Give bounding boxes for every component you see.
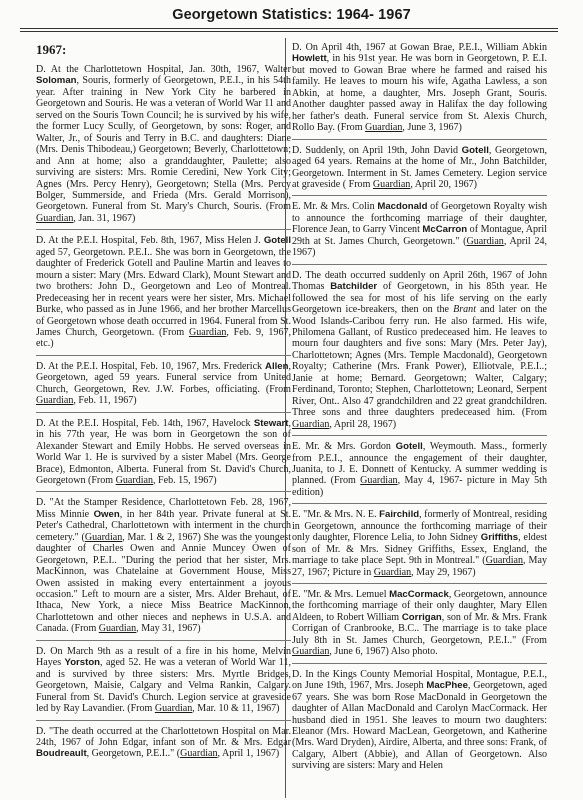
entry-text: D. In the Kings County Memorial Hospital, Montague, P.E.I., on June 19th, 1967, Mrs. Joseph [292,668,547,692]
statistics-entry [36,355,291,412]
entry-text: D. At the P.E.I. Hospital, Feb. 8th, 1967, Miss Helen J. [36,235,264,247]
statistics-entry [292,139,547,196]
entry-text: , May 4, 1967- picture in May 5th edition) [292,475,547,498]
entry-text: D. At the P.E.I. Hospital, Feb. 14th, 1967, Havelock [36,417,254,429]
entry-text: , Mar. 10 & 11, 1967) [192,703,280,715]
source-name: Guardian [292,418,330,430]
surname: Gotell [395,441,423,453]
entry-text: E. Mr. & Mrs. Colin [292,201,378,213]
entry-text: E. "Mr. & Mrs. N. E. [292,509,380,521]
entry-text: D. At the P.E.I. Hospital, Feb. 10, 1967, Mrs. Frederick [36,360,266,372]
source-name: Guardian [115,474,154,486]
entry-text: , Jan. 31, 1967) [73,212,136,224]
surname: Gotell [461,144,489,156]
entry-text: , Georgetown, aged 64 years. Remains at the home of Mr., John Batchilder, Georgetown. Interment in St. James Cemetery. Legion service at graveside ( From [292,144,548,190]
surname: MacPhee [426,680,468,692]
entry-text: aged 57, Georgetown. P.E.I.. She was born in Georgetown, the daughter of Frederick Gotell and Pauline Martin and leaves to mourn a sister: Mary (Mrs. Edward Clark), Mount Stewart and two brothers: John D., Georgetown and Leo of Montreal. Predeceasing her in recent years were her sister, Mrs. Michael Burke, who passed as in June 1966, and her brother Marcellus of Georgetown whose death occurred in 1964. Funeral from St. James Church, Georgetown. (From [36,246,291,338]
year-heading: 1967: [36,42,67,57]
surname: Griffiths [480,532,519,544]
statistics-entry [292,435,547,503]
source-name: Guardian [365,122,403,134]
surname: MacCormack [389,589,449,601]
entry-text: D. "At the Stamper Residence, Charlottetown Feb. 28, 1967, Miss Minnie [36,497,291,520]
entry-text: , eldest son of Mr. & Mrs. Sidney Griffiths, Essex, England, the marriage to take place Sept. 9th in Montreal." ( [292,532,547,567]
entry-text: , Weymouth. Mass., formerly from P.E.I., announce the engagement of their daughter, Juanita, to J. E. Donnett of Kentucky. A summer wedding is planned. (From [292,441,547,487]
source-name: Guardian [485,555,523,567]
source-name: Guardian [154,703,193,715]
statistics-entry [36,64,291,229]
statistics-entry [36,229,291,355]
surname: Gotell [263,235,291,247]
statistics-entry [292,264,547,435]
source-name: Guardian [466,235,504,247]
surname: McCarron [422,224,468,236]
entry-text: D. Suddenly, on April 19th, John David [292,144,462,156]
entry-text: , June 6, 1967) Also photo. [329,646,438,658]
entry-text: , formerly of Montreal, residing in Georgetown, announce the forthcoming marriage of their only daughter, Florence Lelia, to John Sidney [292,509,547,544]
source-name: Guardian [180,748,218,760]
source-name: Guardian [372,178,411,190]
source-name: Guardian [36,212,74,224]
entry-text: , May 31, 1967) [136,623,201,635]
entry-text: , Souris, formerly of Georgetown, P.E.I., in his 54th year. After training in New York City he barbered in Georgetown and Souris. He was a veteran of World War 11 and served on the Souris Town Council; he is survived by his wife, the former Lucy Scully, of Georgetown, by sons: Roger, and Walter, Jr., of Souris and Terry in B.C. and daughters: Diane (Mrs. Denis Thibodeau,) Georgetown; Beverly, Charlottetown; and Ann at home; also a granddaughter, Paulette; also surviving are sisters: Mrs. Romie Ceredini, New York City; Agnes (Mrs. Percy Henry), Georgetown; Stella (Mrs. Percy Bolger, Summerside, and Frieda (Mrs. Gerald Morrison), Georgetown. Funeral from St. Mary's Church, Souris. (From [36,75,291,213]
entry-text: and later on the Wood Islands-Caribou ferry run. He also farmed. His wife, Philomena Gallant, of Rustico predeceased him. He leaves to mourn four daughters and five sons: Mary (Mrs. Peter Jay), Charlottetown; Agnes (Mrs. Temple Macdonald), Georgetown Royalty; Catherine (Mrs. Frank Power), Elliotvale, P.E.I..; Janie at home; Bernard. Georgetown; Walter, Calgary; Ferdinand, Toronto; Stephen, Charlottetown; Leonard, Serpent River, Ont.. Also 47 grandchildren and 22 great grandchildren. Three sons and three daughters predeceased him. (From [292,304,547,419]
entry-text: , aged 52. He was a veteran of World War 11, and is survived by three sisters: Mrs. Myrtle Bridges, Georgetown, Maisie, Calgary and Velma Rankin, Calgary. Funeral from St. David's Church. Legion service at graveside led by Ray Lavandier. (From [36,657,291,715]
entry-text: , in her 84th year. Private funeral at St. Peter's Cathedral, Charlottetown with interment in the church cemetery." ( [36,508,292,543]
surname: Howlett [292,53,327,65]
entry-text: , Georgetown, aged 59 years. Funeral service from United Church, Georgetown, Rev. J.W. Forbes, officiating. (From [36,360,291,395]
statistics-entry [36,491,291,639]
title-rule-top [20,28,558,29]
statistics-entry [292,503,547,583]
source-name: Guardian [98,623,137,635]
entry-text: of Georgetown, in his 85th year. He followed the sea for most of his life serving on the early Georgetown ice-breakers, then on the [292,281,547,316]
entry-text: D. At the Charlottetown Hospital, Jan. 30th, 1967, Walter [36,64,291,75]
right-column [292,42,547,777]
source-name: Guardian [84,531,123,543]
entry-text: , Mar. 1 & 2, 1967) She was the youngest daughter of Charles Owen and Annie Muncey Owen of Georgetown, P.E.I.. "During the period that her sister, Mrs. MacKinnon, was Chatelaine at Government House, Miss Owen assisted in making every entertainment a joyous occasion." Left to mourn are a sister, Mrs. Alder Brehaut, of Ithaca, New York, a niece Miss Beatrice MacKinnon, Charlottetown and other nieces and nephews in U.S.A. and Canada. (From [36,531,291,635]
entry-text: , Georgetown, aged 67 years. She was born Rose MacDonald in Georgetown the daughter of Allan MacDonald and Carolyn MacCormack. Her husband died in 1951. She leaves to mourn two daughters: Eleanor (Mrs. Howard MacLean, Georgetown, and Katherine (Mrs. Ward Dryden), Airdire, Alberta, and three sons: Frank, of Calgary, Albert (Abbie), and Allan of Georgetown. Also surviving are sisters: Mary and Helen [292,680,547,772]
entry-text: D. "The death occurred at the Charlottetown Hospital on Mar. 24th, 1967 of John Edgar, infant son of Mr. & Mrs. Edgar [36,725,291,749]
surname: Stewart [253,417,289,429]
title-rule-bottom [20,31,558,32]
surname: Allen [265,360,289,372]
statistics-entry [36,720,291,765]
entry-text: , May 27, 1967; Picture in [292,555,547,578]
entry-text: D. On March 9th as a result of a fire in his home, Melvin Hayes [36,645,291,669]
statistics-entry [292,663,547,777]
entry-text: , April 28, 1967) [329,418,397,430]
surname: Macdonald [377,201,428,213]
page-title: Georgetown Statistics: 1964- 1967 [172,7,411,23]
surname: Corrigan [401,611,442,623]
surname: Yorston [64,657,101,669]
source-name: Guardian [360,475,398,487]
entry-text: , Georgetown, announce the forthcoming marriage of their only daughter, Mary Ellen Aldeen, to Robert William [292,589,547,623]
entry-text: , May 29, 1967) [411,566,476,578]
source-name: Guardian [292,646,330,658]
surname: Soloman [36,75,77,87]
surname: Batchilder [330,281,378,293]
entry-text: , Feb. 15, 1967) [153,474,217,486]
entry-text: , April 24, 1967) [292,235,548,259]
entry-text: , in his 77th year, He was born in Georgetown the son of Alexander Stewart and Emily Hobbs. He served overseas in World War 1. He is survived by a sister Mabel (Mrs. George Brace), Edmonton, Alberta. Funeral from St. David's Church, Georgetown (From [36,417,291,486]
source-name: Guardian [36,395,74,407]
entry-text: , April 1, 1967) [217,748,280,760]
surname: Fairchild [379,509,420,521]
entry-text: D. On April 4th, 1967 at Gowan Brae, P.E.I., William Abkin [292,42,547,53]
entry-text: D. The death occurred suddenly on April 26th, 1967 of John Thomas [292,269,547,293]
entry-text: , Feb. 9, 1967, etc.) [36,326,291,350]
statistics-entry [292,195,547,263]
left-column [36,42,291,765]
statistics-entry [36,412,291,492]
surname: Boudreault [36,748,87,760]
entry-text: , son of Mr. & Mrs. Frank Corrigan of Cranbrooke, B.C.. The marriage is to take place July 8th in St. James Church, Georgetown, P.E.I.." (From [292,611,547,646]
ship-name: Brant [453,304,476,316]
source-name: Guardian [373,566,412,578]
entry-text: , Georgetown, P.E.I.." ( [86,748,181,760]
statistics-entry [292,583,547,663]
entry-text: , in his 91st year. He was born in Georgetown, P. E.I. but moved to Gowan Brae where he farmed and raised his family. He leaves to mourn his wife, Agatha Lawless, a son Abkin, at home, a daughter, Mrs. Joseph Grant, Souris. Another daughter passed away in Halifax the day following her father's death. Funeral service from St. Alexis Church, Rollo Bay. (From [292,53,547,134]
surname: Owen [93,508,120,520]
entry-text: E. Mr. & Mrs. Gordon [292,441,396,453]
statistics-entry [292,42,547,139]
entry-text: E. "Mr. & Mrs. Lemuel [292,589,390,601]
entry-text: of Montague, April 29th at St. James Church, Georgetown." ( [292,224,547,247]
source-name: Guardian [188,326,227,338]
entry-text: , Feb. 11, 1967) [73,395,137,407]
entry-text: of Georgetown Royalty wish to announce the forthcoming marriage of their daughter, Florence Jean, to Garry Vincent [292,201,547,236]
entry-text: , June 3, 1967) [402,122,462,134]
entry-text: , April 20, 1967) [410,178,478,190]
statistics-entry [36,640,291,720]
